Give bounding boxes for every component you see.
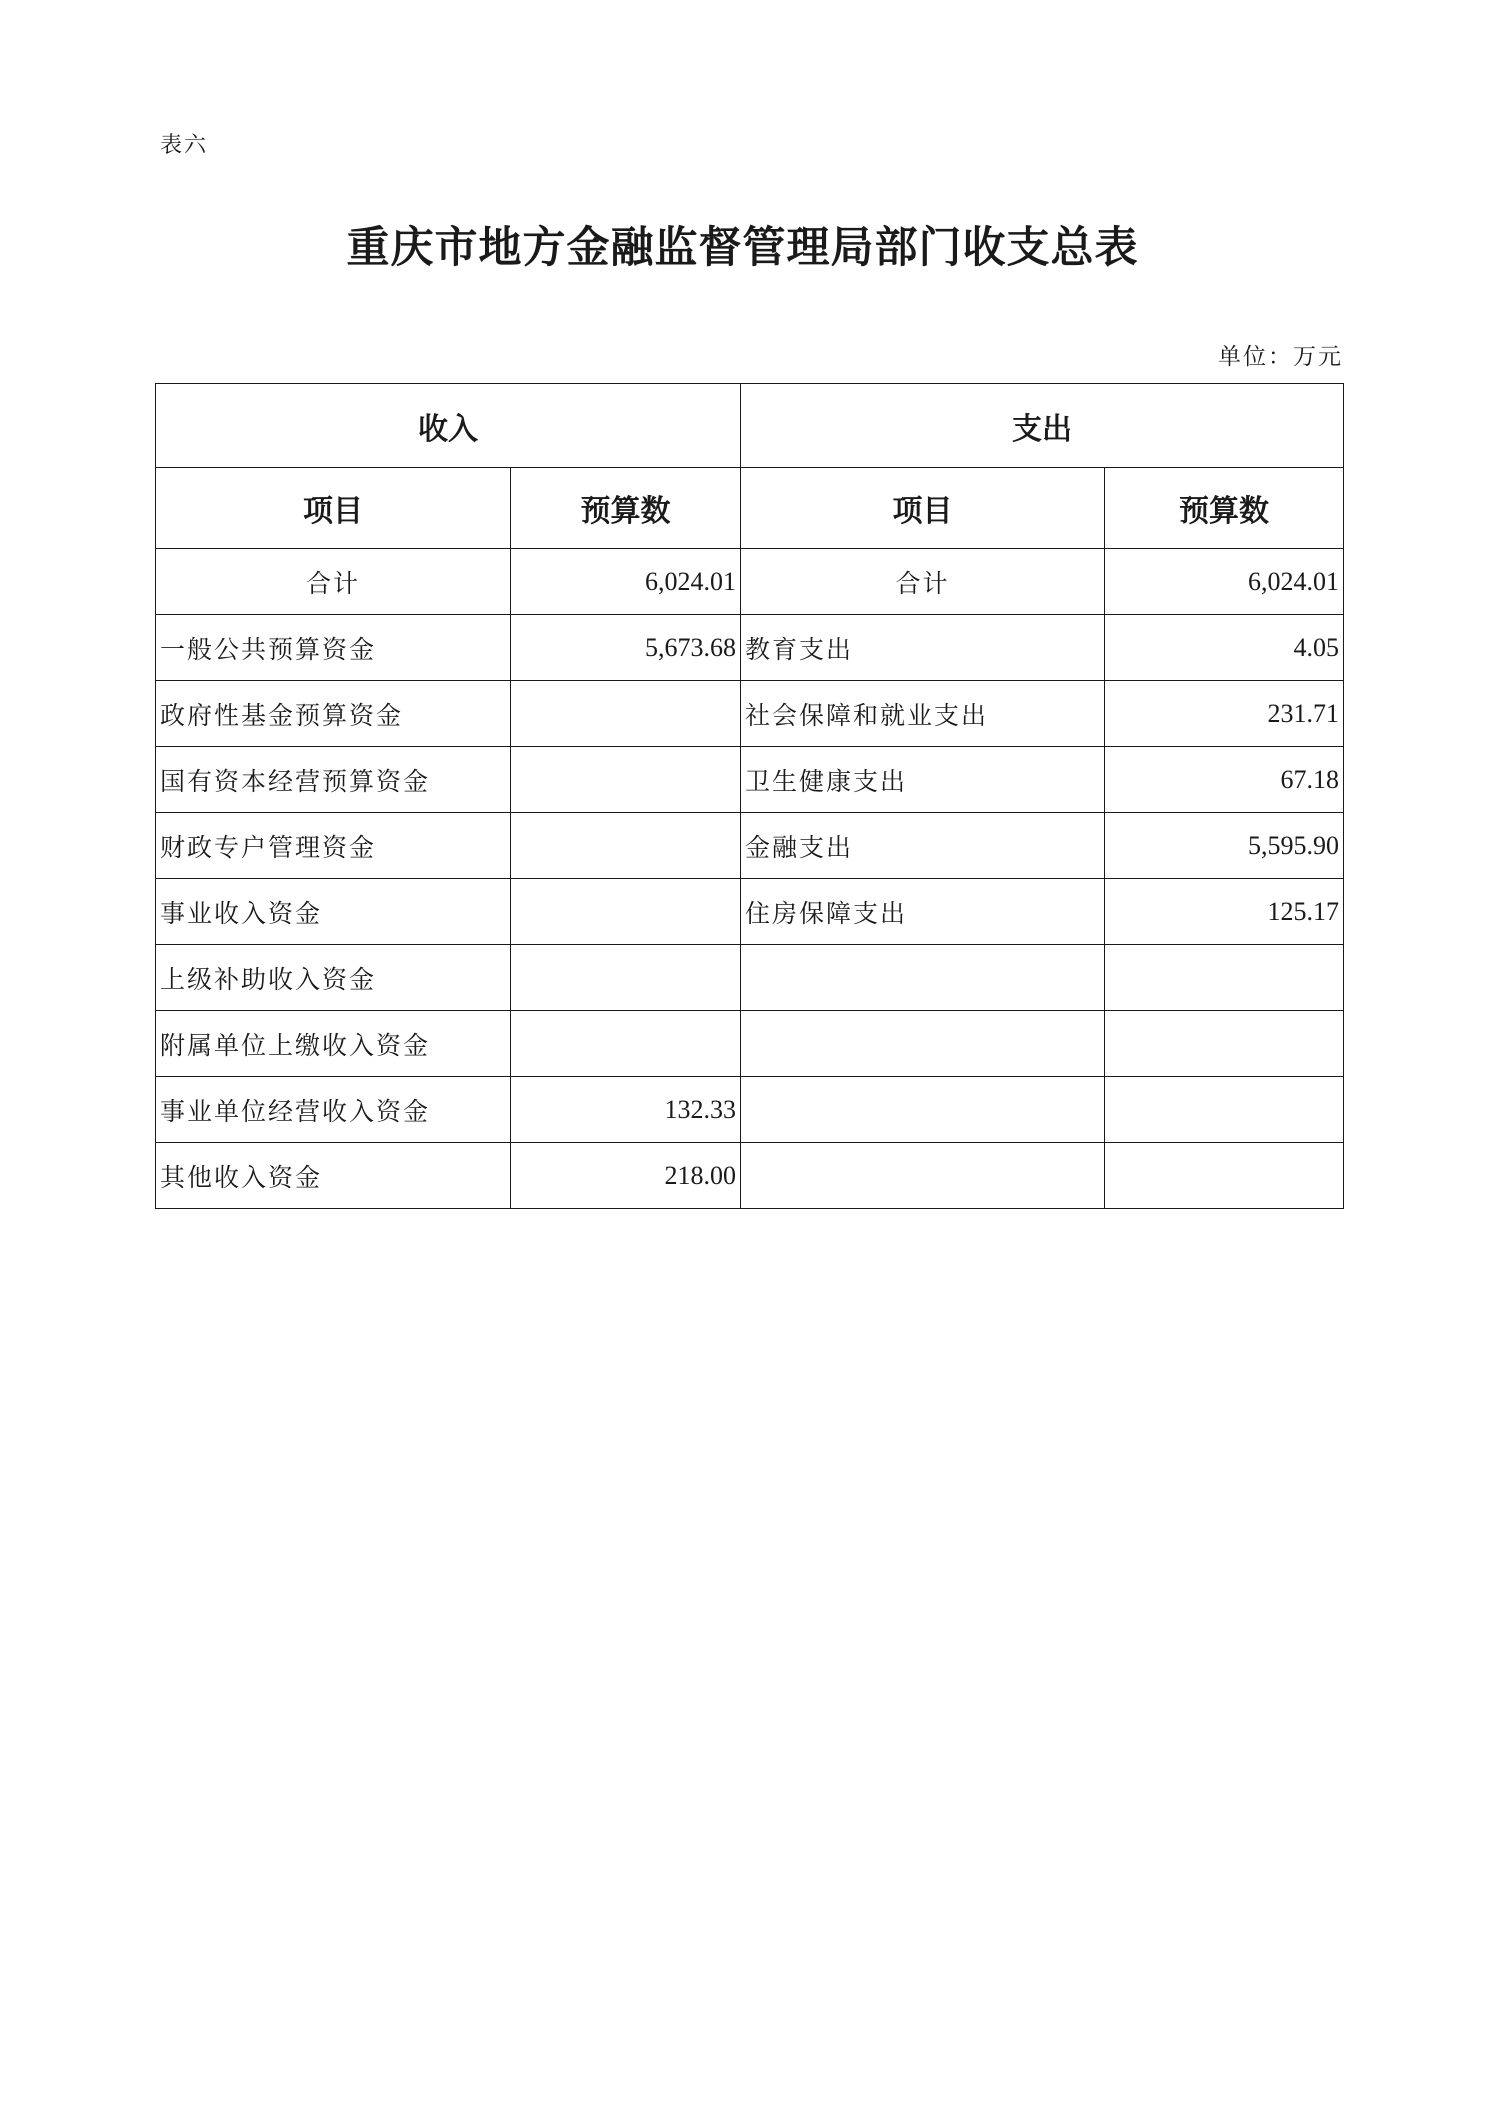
expenditure-item-cell: 合计 <box>741 549 1105 615</box>
income-item-cell: 合计 <box>156 549 511 615</box>
income-value-cell <box>511 945 741 1011</box>
income-value-cell <box>511 747 741 813</box>
expenditure-value-cell <box>1105 1077 1344 1143</box>
income-item-cell: 国有资本经营预算资金 <box>156 747 511 813</box>
table-row <box>156 681 1344 747</box>
income-budget-header: 预算数 <box>511 468 741 549</box>
table-row <box>156 1077 1344 1143</box>
income-item-cell: 事业收入资金 <box>156 879 511 945</box>
expenditure-value-cell <box>1105 1143 1344 1209</box>
expenditure-value-cell: 5,595.90 <box>1105 813 1344 879</box>
income-expenditure-table <box>155 383 1344 1209</box>
expenditure-item-cell: 卫生健康支出 <box>741 747 1105 813</box>
income-item-cell: 财政专户管理资金 <box>156 813 511 879</box>
income-item-cell: 事业单位经营收入资金 <box>156 1077 511 1143</box>
income-item-cell: 政府性基金预算资金 <box>156 681 511 747</box>
expenditure-item-cell: 住房保障支出 <box>741 879 1105 945</box>
document-title: 重庆市地方金融监督管理局部门收支总表 <box>346 223 1139 273</box>
income-value-cell: 132.33 <box>511 1077 741 1143</box>
income-value-cell: 6,024.01 <box>511 549 741 615</box>
table-row <box>156 615 1344 681</box>
expenditure-item-cell: 社会保障和就业支出 <box>741 681 1105 747</box>
section-header-row <box>156 384 1344 468</box>
table-number: 表六 <box>160 133 209 158</box>
table-row-total <box>156 549 1344 615</box>
income-value-cell: 5,673.68 <box>511 615 741 681</box>
expenditure-value-cell: 67.18 <box>1105 747 1344 813</box>
expenditure-value-cell <box>1105 1011 1344 1077</box>
expenditure-section-header: 支出 <box>741 384 1344 468</box>
table-row <box>156 1143 1344 1209</box>
table-row <box>156 747 1344 813</box>
table-row <box>156 1011 1344 1077</box>
table-row <box>156 813 1344 879</box>
income-item-cell: 其他收入资金 <box>156 1143 511 1209</box>
income-item-cell: 上级补助收入资金 <box>156 945 511 1011</box>
expenditure-item-cell <box>741 1143 1105 1209</box>
income-value-cell <box>511 681 741 747</box>
expenditure-item-header: 项目 <box>741 468 1105 549</box>
expenditure-value-cell: 4.05 <box>1105 615 1344 681</box>
unit-label: 单位：万元 <box>1218 344 1343 370</box>
income-item-cell: 一般公共预算资金 <box>156 615 511 681</box>
expenditure-item-cell <box>741 1077 1105 1143</box>
income-value-cell <box>511 879 741 945</box>
column-header-row <box>156 468 1344 549</box>
income-value-cell <box>511 1011 741 1077</box>
expenditure-value-cell: 125.17 <box>1105 879 1344 945</box>
income-section-header: 收入 <box>156 384 741 468</box>
income-value-cell: 218.00 <box>511 1143 741 1209</box>
table-row <box>156 879 1344 945</box>
income-value-cell <box>511 813 741 879</box>
expenditure-item-cell <box>741 945 1105 1011</box>
income-item-header: 项目 <box>156 468 511 549</box>
income-item-cell: 附属单位上缴收入资金 <box>156 1011 511 1077</box>
expenditure-value-cell <box>1105 945 1344 1011</box>
expenditure-item-cell: 金融支出 <box>741 813 1105 879</box>
expenditure-value-cell: 6,024.01 <box>1105 549 1344 615</box>
expenditure-budget-header: 预算数 <box>1105 468 1344 549</box>
expenditure-item-cell <box>741 1011 1105 1077</box>
expenditure-value-cell: 231.71 <box>1105 681 1344 747</box>
expenditure-item-cell: 教育支出 <box>741 615 1105 681</box>
table-row <box>156 945 1344 1011</box>
